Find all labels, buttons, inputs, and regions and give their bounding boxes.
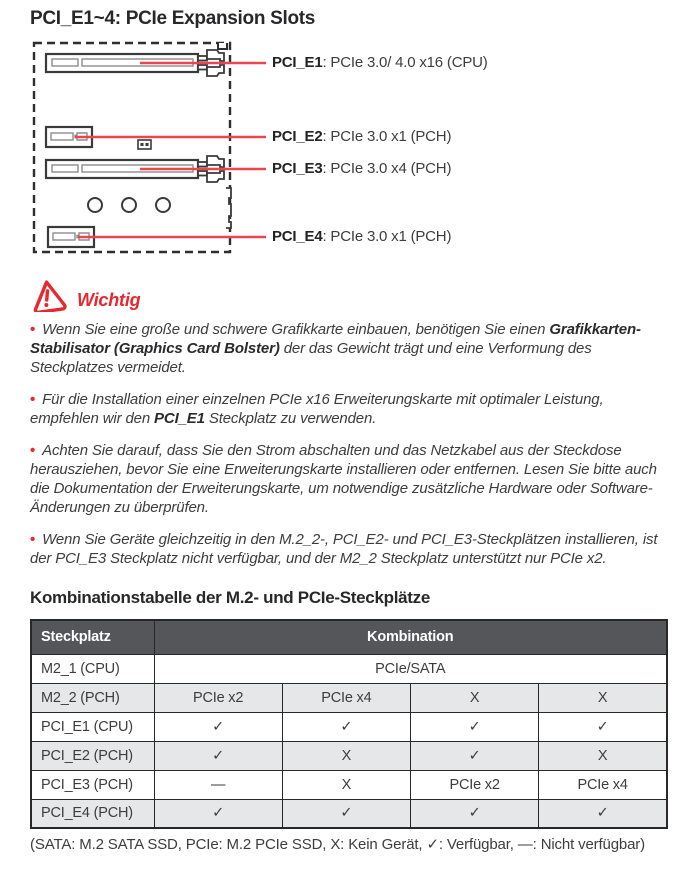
warning-title: Wichtig [77,290,141,310]
table-row [31,741,667,770]
bullet-text: Wenn Sie Geräte gleichzeitig in den M.2_2-, PCI_E2- und PCI_E3-Steckplätzen installieren, ist der PCI_E3 Steckplatz nicht verfügbar, und der M2_2 Steckplatz unterstützt nur PCIe x2. [30,531,658,567]
combo-cell: — [154,770,282,799]
bullet-dot: • [30,442,36,459]
combo-cell: X [539,683,667,712]
slot-name: PCI_E4 [272,228,323,245]
combo-table-body [31,654,667,828]
combo-cell: X [411,683,539,712]
warning-bullet [30,390,671,428]
jumper-connector [138,140,151,149]
warning-bullet [30,441,671,517]
combo-cell: ✓ [539,712,667,741]
bullet-dot: • [30,391,36,408]
combo-cell: PCIe/SATA [154,654,667,683]
combo-cell: ✓ [282,712,410,741]
bullet-text-bold: Grafikkarten-Stabilisator (Graphics Card Bolster) [30,321,641,357]
table-row [31,712,667,741]
slot-desc: : PCIe 3.0 x1 (PCH) [322,128,452,145]
combo-table [30,619,668,829]
table-row [31,770,667,799]
pcie-slot-diagram [30,40,670,262]
slot-name: PCI_E2 [272,128,323,145]
slot-desc: : PCIe 3.0 x4 (PCH) [322,160,452,177]
slot-label-pci-e1 [272,54,488,71]
bullet-text-bold: PCI_E1 [154,410,205,427]
row-label: PCI_E3 (PCH) [31,770,154,799]
slot-desc: : PCIe 3.0/ 4.0 x16 (CPU) [322,54,488,71]
combo-cell: ✓ [154,712,282,741]
combo-cell: PCIe x2 [154,683,282,712]
slot-name: PCI_E1 [272,54,323,71]
mounting-holes [88,198,170,212]
table-row [31,683,667,712]
combo-cell: PCIe x4 [539,770,667,799]
warning-triangle-icon [30,278,67,312]
row-label: M2_2 (PCH) [31,683,154,712]
warning-header [30,276,668,312]
table-footnote: (SATA: M.2 SATA SSD, PCIe: M.2 PCIe SSD, X: Kein Gerät, ✓: Verfügbar, —: Nicht verfügbar) [30,836,645,853]
warning-bullets [30,320,671,568]
warning-bullet [30,530,671,568]
row-label: M2_1 (CPU) [31,654,154,683]
combo-heading: Kombinationstabelle der M.2- und PCIe-Steckplätze [30,588,430,607]
slot-label-pci-e4 [272,228,451,245]
combo-cell: ✓ [411,712,539,741]
combo-cell: ✓ [411,741,539,770]
combo-cell: X [282,770,410,799]
combo-cell: ✓ [411,799,539,828]
bullet-dot: • [30,531,36,548]
bullet-text: Für die Installation einer einzelnen PCIe x16 Erweiterungskarte mit optimaler Leistung, empfehlen wir den [30,391,604,427]
col-header-kombination: Kombination [154,620,667,654]
row-label: PCI_E1 (CPU) [31,712,154,741]
slot-label-pci-e2 [272,128,451,145]
table-row [31,654,667,683]
page-title: PCI_E1~4: PCIe Expansion Slots [30,8,316,29]
combo-cell: X [539,741,667,770]
leader-lines [75,63,266,237]
table-header-row [31,620,667,654]
board-notch [218,43,227,49]
slot-label-pci-e3 [272,160,451,177]
combo-cell: PCIe x4 [282,683,410,712]
col-header-steckplatz: Steckplatz [31,620,154,654]
edge-bracket [226,188,231,228]
bullet-text: Wenn Sie eine große und schwere Grafikkarte einbauen, benötigen Sie einen [42,321,550,338]
combo-cell: ✓ [539,799,667,828]
table-row [31,799,667,828]
bullet-text: Achten Sie darauf, dass Sie den Strom abschalten und das Netzkabel aus der Steckdose herausziehen, bevor Sie eine Erweiterungskarte installieren oder entfernen. Lesen Sie bitte auch die Dokumentation der Erweiterungskarte, um notwendige zusätzliche Hardware oder Software-Änderungen zu überprüfen. [30,442,657,516]
combo-cell: PCIe x2 [411,770,539,799]
combo-cell: X [282,741,410,770]
bullet-text: Steckplatz zu verwenden. [204,410,377,427]
slot-desc: : PCIe 3.0 x1 (PCH) [322,228,452,245]
slot-name: PCI_E3 [272,160,323,177]
bullet-text: der das Gewicht trägt und eine Verformung des Steckplatzes vermeidet. [30,340,592,376]
bullet-dot: • [30,321,36,338]
row-label: PCI_E2 (PCH) [31,741,154,770]
row-label: PCI_E4 (PCH) [31,799,154,828]
combo-cell: ✓ [154,741,282,770]
warning-bullet [30,320,671,377]
combo-cell: ✓ [154,799,282,828]
combo-cell: ✓ [282,799,410,828]
